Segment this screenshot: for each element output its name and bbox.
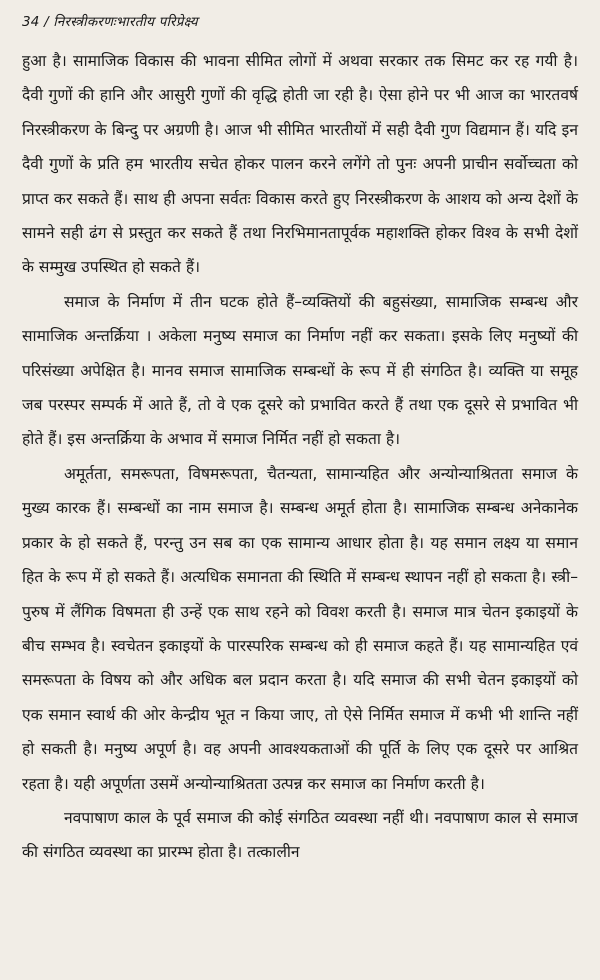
paragraph-1: हुआ है। सामाजिक विकास की भावना सीमित लोगों में अथवा सरकार तक सिमट कर रह गयी है। दैवी गुणों की हानि और आसुरी गुणों की वृद्धि होती जा रही है। ऐसा होने पर भी आज का भारतवर्ष निरस्त्रीकरण के बिन्दु पर अग्रणी है। आज भी सीमित भारतीयों में सही दैवी गुण विद्यमान हैं। यदि इन दैवी गुणों के प्रति हम भारतीय सचेत होकर पालन करने लगेंगे तो पुनः अपनी प्राचीन सर्वोच्चता को प्राप्त कर सकते हैं। साथ ही अपना सर्वतः विकास करते हुए निरस्त्रीकरण के आशय को अन्य देशों के सामने सही ढंग से प्रस्तुत कर सकते हैं तथा निरभिमानतापूर्वक महाशक्ति होकर विश्व के सभी देशों के सम्मुख उपस्थित हो सकते हैं। <box>22 52 578 277</box>
paragraph-4: नवपाषाण काल के पूर्व समाज की कोई संगठित व्यवस्था नहीं थी। नवपाषाण काल से समाज की संगठित व्यवस्था का प्रारम्भ होता है। तत्कालीन <box>22 808 578 862</box>
page-header: 34 / निरस्त्रीकरणःभारतीय परिप्रेक्ष्य <box>22 14 198 30</box>
paragraph-3: अमूर्तता, समरूपता, विषमरूपता, चैतन्यता, सामान्यहित और अन्योन्याश्रितता समाज के मुख्य कारक हैं। सम्बन्धों का नाम समाज है। सम्बन्ध अमूर्त होता है। सामाजिक सम्बन्ध अनेकानेक प्रकार के हो सकते हैं, परन्तु उन सब का एक सामान्य आधार होता है। यह समान लक्ष्य या समान हित के रूप में हो सकते हैं। अत्यधिक समानता की स्थिति में सम्बन्ध स्थापन नहीं हो सकता है। स्त्री–पुरुष में लैंगिक विषमता ही उन्हें एक साथ रहने को विवश करती है। समाज मात्र चेतन इकाइयों के बीच सम्भव है। स्वचेतन इकाइयों के पारस्परिक सम्बन्ध को ही समाज कहते हैं। यह सामान्यहित एवं समरूपता के विषय को और अधिक बल प्रदान करता है। यदि समाज की सभी चेतन इकाइयों को एक समान स्वार्थ की ओर केन्द्रीय भूत न किया जाए, तो ऐसे निर्मित समाज में कभी भी शान्ति नहीं हो सकती है। मनुष्य अपूर्ण है। वह अपनी आवश्यकताओं की पूर्ति के लिए एक दूसरे पर आश्रित रहता है। यही अपूर्णता उसमें अन्योन्याश्रितता उत्पन्न कर समाज का निर्माण करती है। <box>22 464 578 793</box>
paragraph-2: समाज के निर्माण में तीन घटक होते हैं–व्यक्तियों की बहुसंख्या, सामाजिक सम्बन्ध और सामाजिक अन्तर्क्रिया । अकेला मनुष्य समाज का निर्माण नहीं कर सकता। इसके लिए मनुष्यों की परिसंख्या अपेक्षित है। मानव समाज सामाजिक सम्बन्धों के रूप में ही संगठित है। व्यक्ति या समूह जब परस्पर सम्पर्क में आते हैं, तो वे एक दूसरे को प्रभावित करते हैं तथा एक दूसरे से प्रभावित भी होते हैं। इस अन्तर्क्रिया के अभाव में समाज निर्मित नहीं हो सकता है। <box>22 292 578 449</box>
